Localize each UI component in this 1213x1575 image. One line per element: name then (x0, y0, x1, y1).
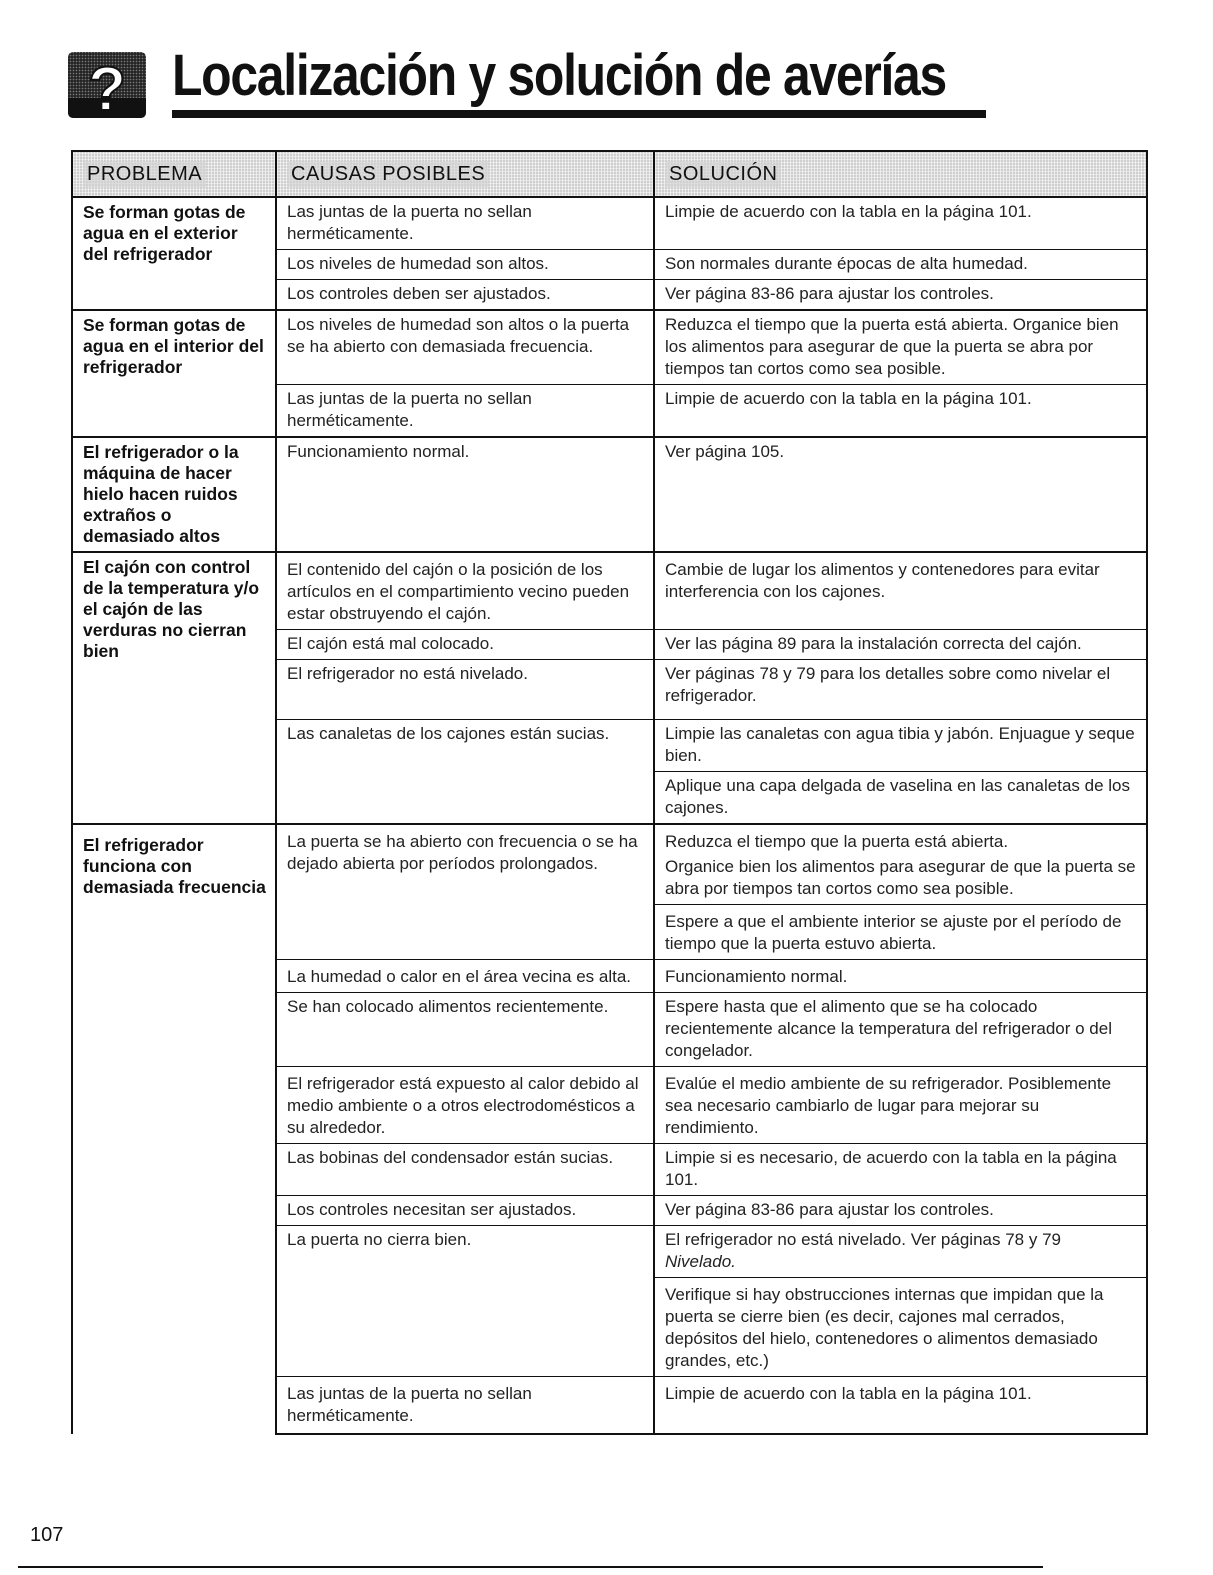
header-problem: PROBLEMA (72, 151, 276, 197)
solution-cell: Cambie de lugar los alimentos y contenedores para evitar interferencia con los cajones. (654, 552, 1147, 630)
title-underline (172, 110, 986, 118)
solution-cell: Son normales durante épocas de alta humedad. (654, 250, 1147, 280)
solution-cell: Aplique una capa delgada de vaselina en las canaletas de los cajones. (654, 772, 1147, 825)
solution-italic-ref: Nivelado. (665, 1252, 736, 1271)
solution-cell: Verifique si hay obstrucciones internas que impidan que la puerta se cierre bien (es decir, cajones mal cerrados, depósitos del hielo, contenedores o alimentos demasiado grandes, etc.) (654, 1278, 1147, 1377)
cause-cell: Los niveles de humedad son altos. (276, 250, 654, 280)
solution-cell: Ver páginas 78 y 79 para los detalles sobre como nivelar el refrigerador. (654, 660, 1147, 720)
cause-cell: Las juntas de la puerta no sellan herméticamente. (276, 197, 654, 250)
table-row (72, 552, 1147, 630)
cause-cell: Los niveles de humedad son altos o la puerta se ha abierto con demasiada frecuencia. (276, 310, 654, 385)
solution-cell: Espere a que el ambiente interior se ajuste por el período de tiempo que la puerta estuvo abierta. (654, 905, 1147, 960)
page-header (66, 30, 946, 122)
problem-cell: El refrigerador o la máquina de hacer hielo hacen ruidos extraños o demasiado altos (72, 437, 276, 552)
cause-cell: El contenido del cajón o la posición de los artículos en el compartimiento vecino pueden estar obstruyendo el cajón. (276, 552, 654, 630)
table-row (72, 310, 1147, 385)
cause-cell: Las bobinas del condensador están sucias. (276, 1144, 654, 1196)
cause-cell: Se han colocado alimentos recientemente. (276, 993, 654, 1067)
solution-cell: Limpie de acuerdo con la tabla en la página 101. (654, 1377, 1147, 1435)
header-causes: CAUSAS POSIBLES (276, 151, 654, 197)
solution-cell: Evalúe el medio ambiente de su refrigerador. Posiblemente sea necesario cambiarlo de lugar para mejorar su rendimiento. (654, 1067, 1147, 1144)
solution-cell: Espere hasta que el alimento que se ha colocado recientemente alcance la temperatura del refrigerador o del congelador. (654, 993, 1147, 1067)
table-header-row (72, 151, 1147, 197)
footer-rule (18, 1566, 1043, 1568)
cause-cell (276, 1278, 654, 1377)
cause-cell: La humedad o calor en el área vecina es alta. (276, 960, 654, 993)
solution-cell: Ver página 83-86 para ajustar los controles. (654, 1196, 1147, 1226)
solution-line: Reduzca el tiempo que la puerta está abierta. (665, 832, 1009, 851)
problem-cell: Se forman gotas de agua en el interior del refrigerador (72, 310, 276, 437)
table-row (72, 437, 1147, 552)
header-solution: SOLUCIÓN (654, 151, 1147, 197)
table-row (72, 197, 1147, 250)
cause-cell: La puerta se ha abierto con frecuencia o se ha dejado abierta por períodos prolongados. (276, 824, 654, 905)
page-title: Localización y solución de averías (172, 43, 946, 108)
cause-cell: Las juntas de la puerta no sellan herméticamente. (276, 385, 654, 438)
solution-cell (654, 824, 1147, 905)
cause-cell: Los controles necesitan ser ajustados. (276, 1196, 654, 1226)
cause-cell (276, 905, 654, 960)
question-mark-icon (66, 48, 148, 122)
solution-cell (654, 1226, 1147, 1278)
solution-cell: Ver página 83-86 para ajustar los controles. (654, 280, 1147, 311)
solution-cell: Reduzca el tiempo que la puerta está abierta. Organice bien los alimentos para asegurar de que la puerta se abra por tiempos tan cortos como sea posible. (654, 310, 1147, 385)
cause-cell: El refrigerador no está nivelado. (276, 660, 654, 720)
troubleshooting-table (71, 150, 1148, 1435)
solution-cell: Limpie las canaletas con agua tibia y jabón. Enjuague y seque bien. (654, 720, 1147, 772)
cause-cell: El refrigerador está expuesto al calor debido al medio ambiente o a otros electrodomésticos a su alrededor. (276, 1067, 654, 1144)
problem-cell: El refrigerador funciona con demasiada frecuencia (72, 824, 276, 1434)
solution-cell: Limpie si es necesario, de acuerdo con la tabla en la página 101. (654, 1144, 1147, 1196)
cause-cell: El cajón está mal colocado. (276, 630, 654, 660)
solution-line: Organice bien los alimentos para asegurar de que la puerta se abra por tiempos tan cortos como sea posible. (665, 857, 1136, 898)
solution-text: El refrigerador no está nivelado. Ver páginas 78 y 79 (665, 1230, 1061, 1249)
solution-cell: Ver las página 89 para la instalación correcta del cajón. (654, 630, 1147, 660)
table-row (72, 824, 1147, 905)
cause-cell: Los controles deben ser ajustados. (276, 280, 654, 311)
problem-cell: Se forman gotas de agua en el exterior del refrigerador (72, 197, 276, 310)
solution-cell: Limpie de acuerdo con la tabla en la página 101. (654, 385, 1147, 438)
solution-cell: Limpie de acuerdo con la tabla en la página 101. (654, 197, 1147, 250)
cause-cell (276, 772, 654, 825)
cause-cell: Las canaletas de los cajones están sucias. (276, 720, 654, 772)
solution-cell: Funcionamiento normal. (654, 960, 1147, 993)
svg-text:?: ? (88, 55, 126, 122)
solution-cell: Ver página 105. (654, 437, 1147, 552)
cause-cell: Funcionamiento normal. (276, 437, 654, 552)
cause-cell: Las juntas de la puerta no sellan herméticamente. (276, 1377, 654, 1435)
cause-cell: La puerta no cierra bien. (276, 1226, 654, 1278)
page-number: 107 (30, 1524, 64, 1546)
problem-cell: El cajón con control de la temperatura y/o el cajón de las verduras no cierran bien (72, 552, 276, 824)
